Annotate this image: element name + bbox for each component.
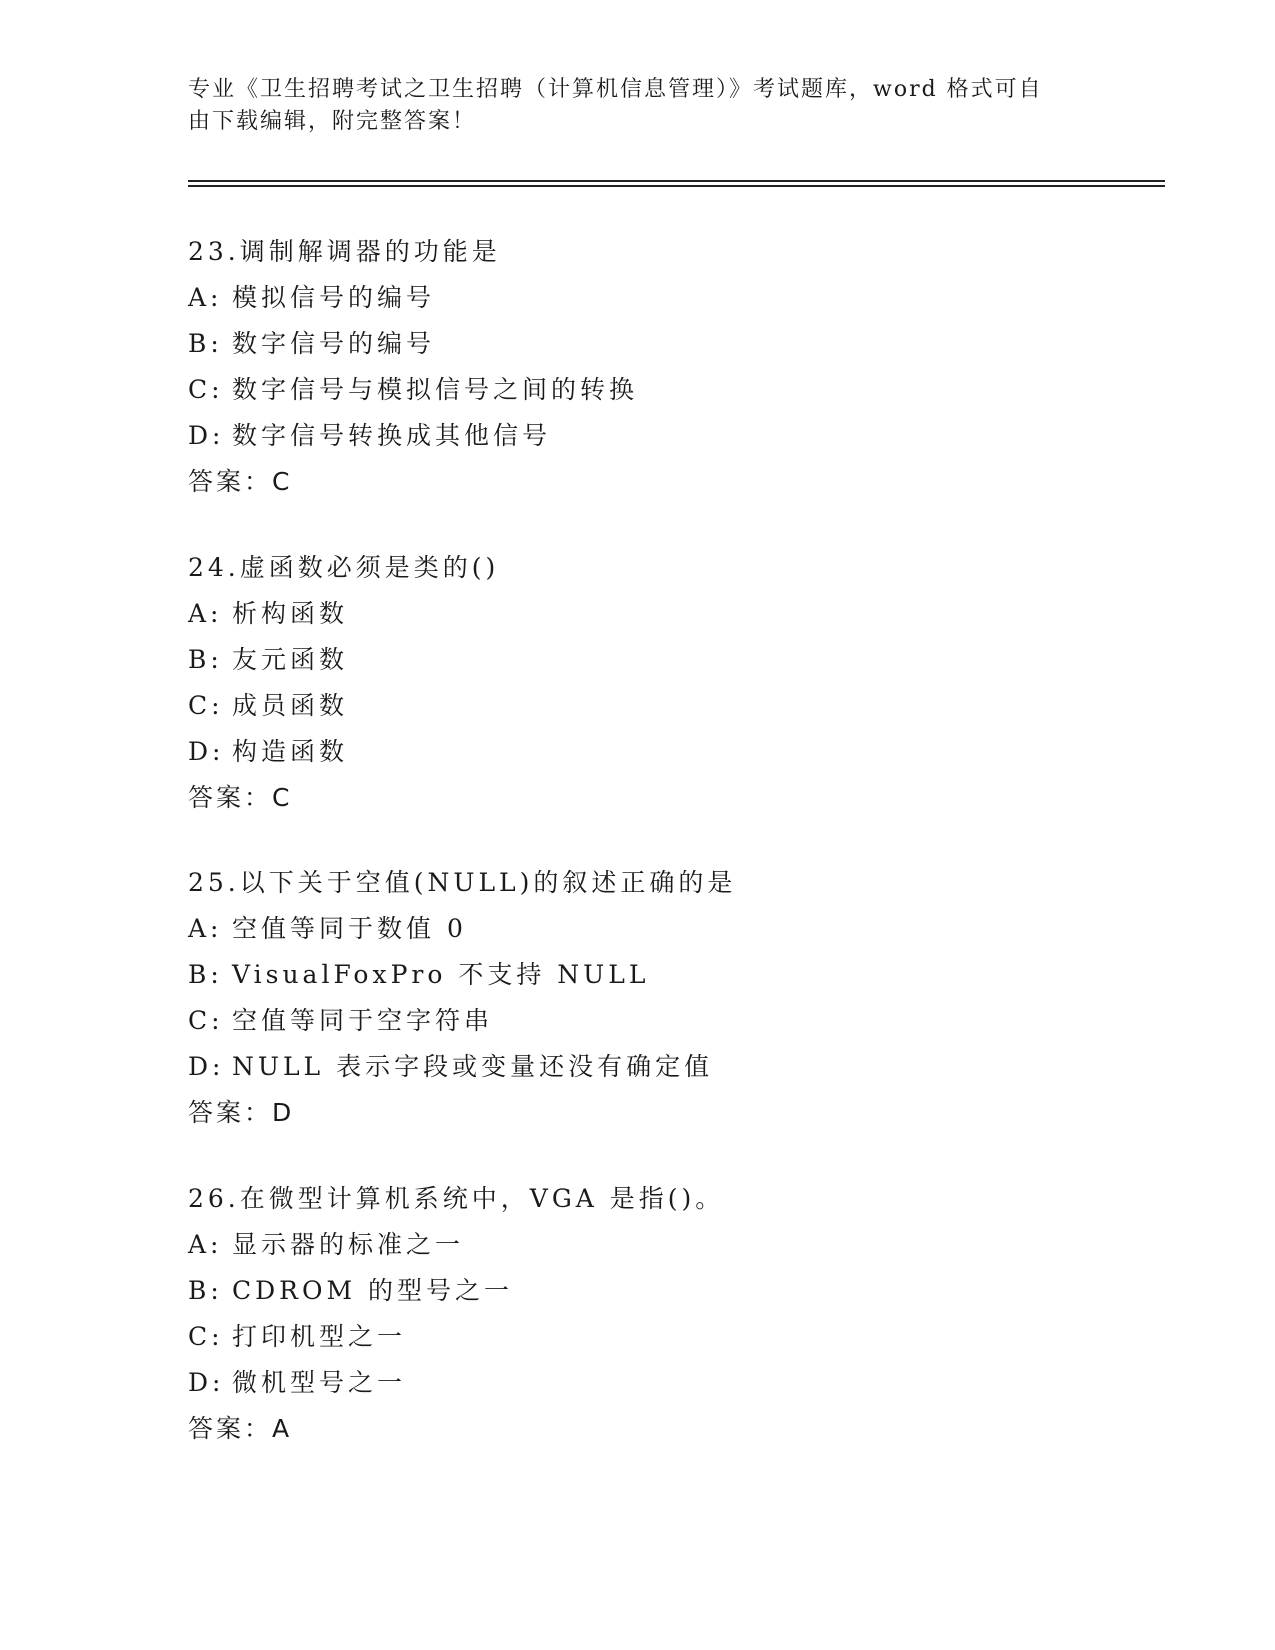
option-a	[188, 275, 1088, 321]
option-text: 打印机型之一	[232, 1322, 407, 1351]
option-text: 成员函数	[232, 691, 349, 720]
option-key: D:	[188, 737, 225, 766]
question-23	[188, 229, 1088, 505]
option-c	[188, 998, 1088, 1044]
header-divider-top	[188, 180, 1165, 182]
document-header	[188, 74, 1088, 138]
option-key: D:	[188, 421, 225, 450]
option-c	[188, 367, 1088, 413]
option-d	[188, 413, 1088, 459]
question-26	[188, 1176, 1088, 1452]
option-d	[188, 1360, 1088, 1406]
option-a	[188, 1222, 1088, 1268]
option-key: C:	[188, 375, 224, 404]
option-a	[188, 906, 1088, 952]
option-key: C:	[188, 1006, 224, 1035]
question-stem: 26.在微型计算机系统中，VGA 是指()。	[188, 1184, 725, 1213]
header-line-2: 由下载编辑，附完整答案！	[188, 109, 477, 134]
option-text: 模拟信号的编号	[232, 283, 436, 312]
option-key: B:	[188, 645, 223, 674]
option-b	[188, 321, 1088, 367]
question-25	[188, 860, 1088, 1136]
option-text: 友元函数	[232, 645, 349, 674]
question-stem: 25.以下关于空值(NULL)的叙述正确的是	[188, 868, 737, 897]
option-key: B:	[188, 329, 223, 358]
option-key: D:	[188, 1052, 225, 1081]
header-divider-bottom	[188, 185, 1165, 187]
header-line-1: 专业《卫生招聘考试之卫生招聘（计算机信息管理）》考试题库，word 格式可自	[188, 77, 1043, 102]
option-key: A:	[188, 914, 223, 943]
option-key: A:	[188, 599, 223, 628]
option-d	[188, 1044, 1088, 1090]
answer: 答案：C	[188, 467, 293, 496]
option-key: A:	[188, 283, 223, 312]
option-b	[188, 1268, 1088, 1314]
option-text: 微机型号之一	[232, 1368, 407, 1397]
option-key: D:	[188, 1368, 225, 1397]
question-24	[188, 545, 1088, 821]
option-text: 数字信号的编号	[232, 329, 436, 358]
option-text: 数字信号转换成其他信号	[232, 421, 552, 450]
answer: 答案：A	[188, 1414, 293, 1443]
option-key: B:	[188, 1276, 223, 1305]
option-key: B:	[188, 960, 223, 989]
option-text: VisualFoxPro 不支持 NULL	[232, 960, 650, 989]
option-text: 构造函数	[232, 737, 349, 766]
option-text: 数字信号与模拟信号之间的转换	[232, 375, 639, 404]
option-text: 析构函数	[232, 599, 349, 628]
option-text: CDROM 的型号之一	[232, 1276, 514, 1305]
option-text: NULL 表示字段或变量还没有确定值	[232, 1052, 714, 1081]
option-b	[188, 637, 1088, 683]
option-c	[188, 1314, 1088, 1360]
answer: 答案：D	[188, 1098, 295, 1127]
question-stem: 23.调制解调器的功能是	[188, 237, 501, 266]
option-c	[188, 683, 1088, 729]
option-d	[188, 729, 1088, 775]
answer: 答案：C	[188, 783, 293, 812]
option-key: A:	[188, 1230, 223, 1259]
option-text: 显示器的标准之一	[232, 1230, 465, 1259]
option-b	[188, 952, 1088, 998]
option-a	[188, 591, 1088, 637]
option-text: 空值等同于空字符串	[232, 1006, 494, 1035]
option-text: 空值等同于数值 0	[232, 914, 467, 943]
option-key: C:	[188, 691, 224, 720]
question-stem: 24.虚函数必须是类的()	[188, 553, 500, 582]
option-key: C:	[188, 1322, 224, 1351]
